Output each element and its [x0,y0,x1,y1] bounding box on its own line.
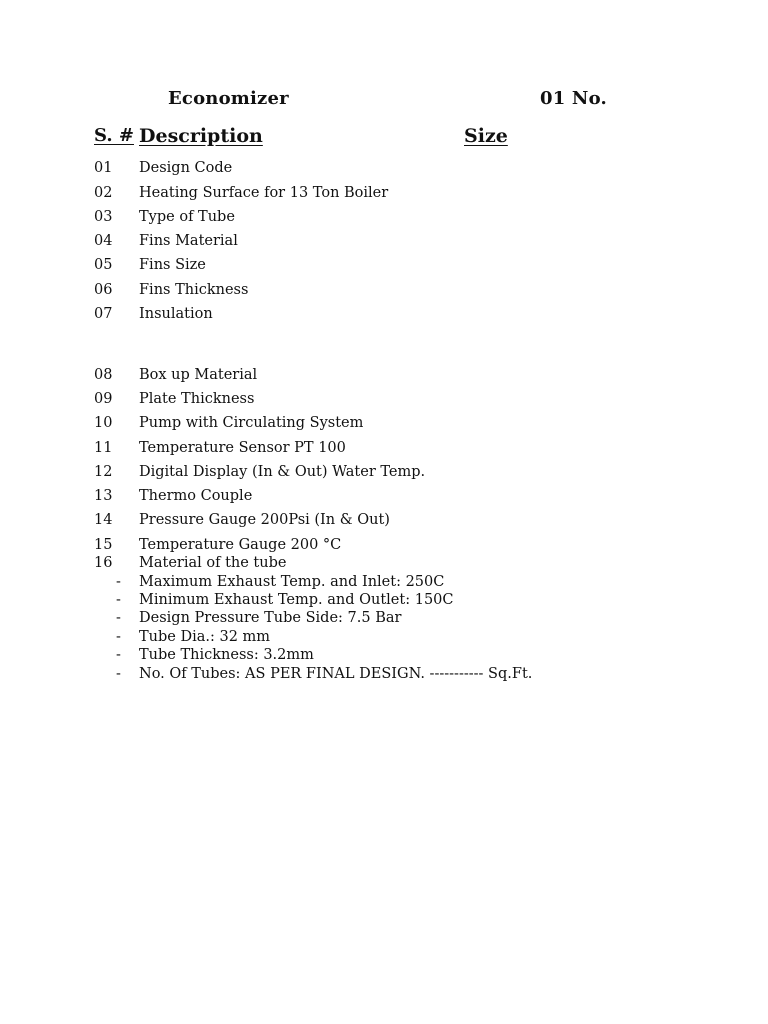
column-header-description: Description [139,125,263,147]
item-number: 03 [94,209,113,225]
item-number: 13 [94,488,113,504]
item-number: 04 [94,233,113,249]
list-item [0,365,768,385]
item-number: 02 [94,185,113,201]
document-title: Economizer [168,88,289,109]
item-description: Pressure Gauge 200Psi (In & Out) [139,512,390,528]
item-number: 11 [94,440,113,456]
column-header-sn: S. # [94,125,134,146]
sub-item-text: No. Of Tubes: AS PER FINAL DESIGN. ----------- Sq.Ft. [139,666,533,682]
sub-item-text: Maximum Exhaust Temp. and Inlet: 250C [139,574,445,590]
item-number: 15 [94,537,113,553]
sub-list-item [0,573,768,591]
sub-item-text: Design Pressure Tube Side: 7.5 Bar [139,610,402,626]
item-description: Temperature Gauge 200 °C [139,537,342,553]
sub-item-text: Minimum Exhaust Temp. and Outlet: 150C [139,592,454,608]
list-item [0,486,768,506]
list-item [0,438,768,458]
list-item [0,413,768,433]
item-description: Temperature Sensor PT 100 [139,440,346,456]
item-number: 14 [94,512,113,528]
item-description: Design Code [139,160,233,176]
item-description: Material of the tube [139,555,287,571]
item-description: Plate Thickness [139,391,255,407]
item-description: Digital Display (In & Out) Water Temp. [139,464,426,480]
item-description: Type of Tube [139,209,235,225]
list-item [0,255,768,275]
sub-item-text: Tube Dia.: 32 mm [139,629,271,645]
item-number: 05 [94,257,113,273]
bullet-dash: - [116,629,121,645]
sub-list-item [0,665,768,683]
bullet-dash: - [116,647,121,663]
list-item [0,389,768,409]
item-number: 12 [94,464,113,480]
list-item [0,553,768,573]
sub-list-item [0,609,768,627]
item-number: 06 [94,282,113,298]
list-item [0,510,768,530]
item-description: Box up Material [139,367,258,383]
list-item [0,183,768,203]
sub-list-item [0,646,768,664]
list-item [0,207,768,227]
item-description: Fins Size [139,257,206,273]
item-description: Fins Thickness [139,282,249,298]
item-number: 01 [94,160,113,176]
list-item [0,535,768,555]
item-number: 08 [94,367,113,383]
item-number: 16 [94,555,113,571]
item-description: Thermo Couple [139,488,253,504]
list-item [0,158,768,178]
list-item [0,304,768,324]
list-item [0,231,768,251]
sub-list-item [0,628,768,646]
quantity-label: 01 No. [540,88,607,109]
list-item [0,280,768,300]
item-number: 07 [94,306,113,322]
sub-list-item [0,591,768,609]
item-description: Fins Material [139,233,238,249]
item-description: Pump with Circulating System [139,415,364,431]
list-item [0,462,768,482]
item-description: Heating Surface for 13 Ton Boiler [139,185,389,201]
bullet-dash: - [116,666,121,682]
item-number: 09 [94,391,113,407]
item-number: 10 [94,415,113,431]
item-description: Insulation [139,306,213,322]
bullet-dash: - [116,592,121,608]
sub-item-text: Tube Thickness: 3.2mm [139,647,314,663]
bullet-dash: - [116,574,121,590]
bullet-dash: - [116,610,121,626]
column-header-size: Size [464,125,508,147]
